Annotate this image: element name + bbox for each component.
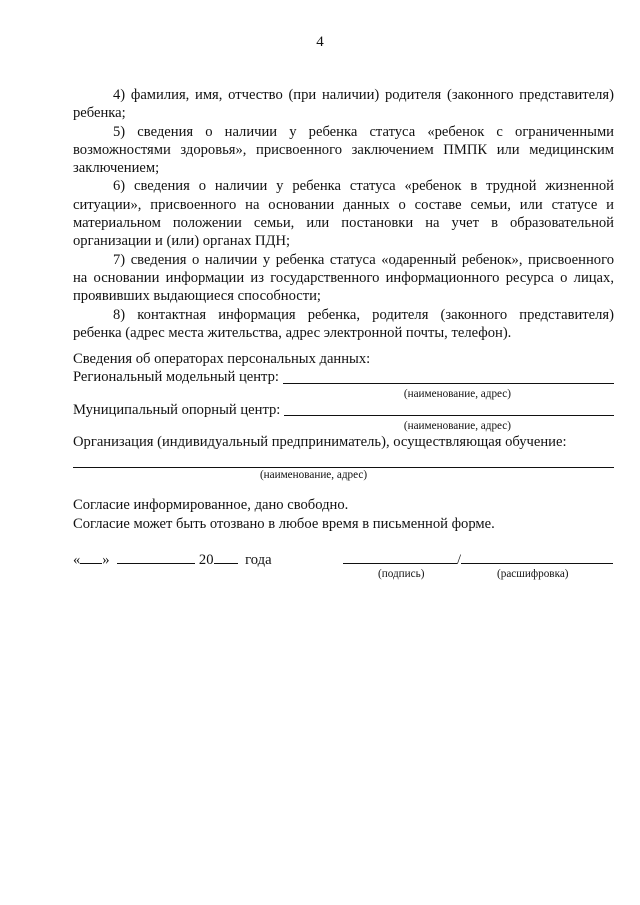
decryption-field[interactable] xyxy=(461,550,613,564)
day-field[interactable] xyxy=(80,550,102,564)
municipal-center-caption: (наименование, адрес) xyxy=(403,419,511,432)
consent-statement xyxy=(73,496,614,534)
signature-field[interactable] xyxy=(343,550,457,564)
year-prefix: 20 xyxy=(198,552,214,568)
decryption-caption: (расшифровка) xyxy=(497,568,569,580)
item-5-paragraph: 5) сведения о наличии у ребенка статуса «ребенок с ограниченными возможностями здоровья», присвоенного заключением ПМПК или медицинским заключением; xyxy=(73,123,614,177)
open-quote: « xyxy=(73,552,81,568)
operators-heading: Сведения об операторах персональных данных: xyxy=(73,351,371,367)
consent-line-2: Согласие может быть отозвано в любое время в письменной форме. xyxy=(73,516,495,532)
year-suffix: года xyxy=(245,552,272,568)
month-field[interactable] xyxy=(117,550,195,564)
signature-block xyxy=(343,550,613,569)
close-quote: » xyxy=(102,552,110,568)
consent-line-1: Согласие информированное, дано свободно. xyxy=(73,497,349,513)
year-field[interactable] xyxy=(214,550,238,564)
item-8-paragraph: 8) контактная информация ребенка, родителя (законного представителя) ребенка (адрес места жительства, адрес электронной почты, телефон). xyxy=(73,306,614,341)
organization-field[interactable] xyxy=(73,453,614,468)
municipal-center-label: Муниципальный опорный центр: xyxy=(73,401,281,418)
consent-items-list xyxy=(73,86,614,342)
regional-center-caption: (наименование, адрес) xyxy=(403,387,511,400)
item-6-paragraph: 6) сведения о наличии у ребенка статуса «ребенок в трудной жизненной ситуации», присвоенного на основании данных о составе семьи, или статусе и материальном положении семьи, или постановки на учет в образовательной организации и (или) органах ПДН; xyxy=(73,178,614,250)
regional-center-label: Региональный модельный центр: xyxy=(73,369,279,386)
item-7-paragraph: 7) сведения о наличии у ребенка статуса «одаренный ребенок», присвоенного на основании информации из государственного информационного ресурса о лицах, проявивших выдающиеся способности; xyxy=(73,251,614,305)
municipal-center-field[interactable] xyxy=(284,401,614,416)
operators-section xyxy=(73,350,614,482)
signature-caption: (подпись) xyxy=(378,568,425,580)
page-number: 4 xyxy=(316,34,324,50)
organization-caption: (наименование, адрес) xyxy=(259,469,368,482)
date-block xyxy=(73,550,272,569)
regional-center-row xyxy=(73,368,614,386)
municipal-center-row xyxy=(73,401,614,419)
item-4-paragraph: 4) фамилия, имя, отчество (при наличии) родителя (законного представителя) ребенка; xyxy=(73,87,614,122)
signature-separator: / xyxy=(457,552,462,568)
regional-center-field[interactable] xyxy=(283,369,614,384)
organization-label: Организация (индивидуальный предприниматель), осуществляющая обучение: xyxy=(73,433,567,450)
